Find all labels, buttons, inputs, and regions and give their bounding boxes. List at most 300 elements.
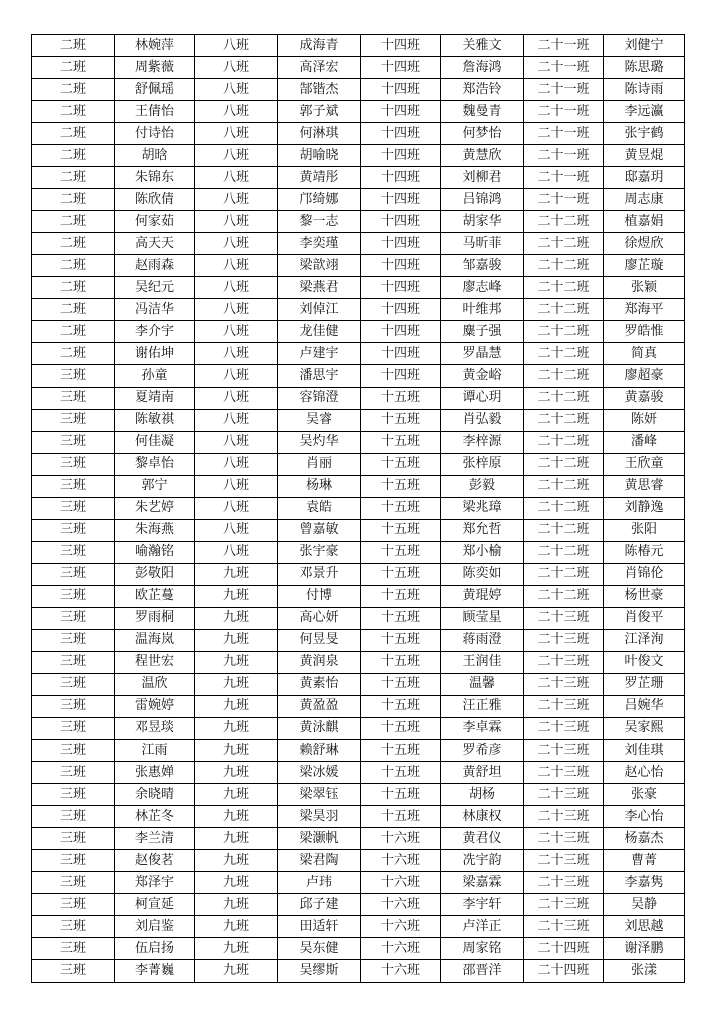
student-name-cell: 王润佳	[441, 651, 524, 673]
table-row	[32, 255, 685, 277]
student-name-cell: 李心怡	[604, 806, 685, 828]
student-name-cell: 周志康	[604, 189, 685, 211]
student-name-cell: 魏曼青	[441, 101, 524, 123]
class-cell: 九班	[195, 828, 278, 850]
student-name-cell: 黎一志	[278, 211, 361, 233]
student-name-cell: 陈奕如	[441, 563, 524, 585]
student-name-cell: 黄泳麒	[278, 717, 361, 739]
student-name-cell: 吕锦鸿	[441, 189, 524, 211]
student-name-cell: 植嘉娟	[604, 211, 685, 233]
student-name-cell: 罗皓惟	[604, 321, 685, 343]
student-name-cell: 邓景升	[278, 563, 361, 585]
class-cell: 二十三班	[524, 762, 604, 784]
student-name-cell: 彭敬阳	[115, 563, 195, 585]
table-row	[32, 629, 685, 651]
class-cell: 二班	[32, 211, 115, 233]
class-cell: 二十三班	[524, 717, 604, 739]
student-name-cell: 冼宇韵	[441, 850, 524, 872]
class-cell: 八班	[195, 431, 278, 453]
student-name-cell: 邝绮娜	[278, 189, 361, 211]
student-name-cell: 朱艺婷	[115, 497, 195, 519]
student-name-cell: 罗晶慧	[441, 343, 524, 365]
table-row	[32, 938, 685, 960]
class-cell: 八班	[195, 321, 278, 343]
class-cell: 二班	[32, 167, 115, 189]
student-name-cell: 杨琳	[278, 475, 361, 497]
table-row	[32, 343, 685, 365]
class-cell: 二十二班	[524, 431, 604, 453]
class-cell: 三班	[32, 541, 115, 563]
class-cell: 二班	[32, 79, 115, 101]
student-name-cell: 吴睿	[278, 409, 361, 431]
class-cell: 二十三班	[524, 850, 604, 872]
student-name-cell: 梁燕君	[278, 277, 361, 299]
class-cell: 二十二班	[524, 475, 604, 497]
table-row	[32, 585, 685, 607]
student-name-cell: 林芷冬	[115, 806, 195, 828]
student-name-cell: 杨嘉杰	[604, 828, 685, 850]
class-cell: 九班	[195, 717, 278, 739]
class-cell: 二班	[32, 145, 115, 167]
student-name-cell: 廖芷璇	[604, 255, 685, 277]
student-name-cell: 李嘉隽	[604, 872, 685, 894]
class-cell: 八班	[195, 123, 278, 145]
student-name-cell: 张梓原	[441, 453, 524, 475]
class-cell: 三班	[32, 960, 115, 983]
student-name-cell: 程世宏	[115, 651, 195, 673]
student-name-cell: 柯宣延	[115, 894, 195, 916]
class-cell: 二班	[32, 321, 115, 343]
class-cell: 二班	[32, 255, 115, 277]
class-cell: 八班	[195, 101, 278, 123]
student-name-cell: 喻瀚铭	[115, 541, 195, 563]
student-name-cell: 梁嘉霖	[441, 872, 524, 894]
table-row	[32, 365, 685, 387]
table-row	[32, 431, 685, 453]
class-cell: 二十三班	[524, 740, 604, 762]
class-cell: 三班	[32, 431, 115, 453]
table-row	[32, 541, 685, 563]
student-name-cell: 谢佑坤	[115, 343, 195, 365]
table-row	[32, 695, 685, 717]
student-name-cell: 冯洁华	[115, 299, 195, 321]
class-cell: 二十三班	[524, 673, 604, 695]
class-cell: 十四班	[361, 189, 441, 211]
class-cell: 九班	[195, 673, 278, 695]
class-cell: 二十一班	[524, 79, 604, 101]
table-row	[32, 233, 685, 255]
class-cell: 十四班	[361, 233, 441, 255]
class-cell: 八班	[195, 189, 278, 211]
table-row	[32, 145, 685, 167]
student-name-cell: 吴灼华	[278, 431, 361, 453]
table-row	[32, 497, 685, 519]
class-cell: 二班	[32, 189, 115, 211]
class-cell: 三班	[32, 387, 115, 409]
student-name-cell: 邹嘉骏	[441, 255, 524, 277]
class-cell: 八班	[195, 365, 278, 387]
student-name-cell: 黄靖彤	[278, 167, 361, 189]
class-cell: 十六班	[361, 938, 441, 960]
student-name-cell: 江泽洵	[604, 629, 685, 651]
table-row	[32, 828, 685, 850]
student-name-cell: 高泽宏	[278, 57, 361, 79]
class-cell: 二十一班	[524, 145, 604, 167]
class-cell: 十五班	[361, 497, 441, 519]
student-name-cell: 赖舒琳	[278, 740, 361, 762]
student-name-cell: 廖志峰	[441, 277, 524, 299]
student-name-cell: 罗希彦	[441, 740, 524, 762]
class-cell: 二十二班	[524, 343, 604, 365]
class-cell: 二十二班	[524, 497, 604, 519]
class-cell: 三班	[32, 784, 115, 806]
class-cell: 九班	[195, 695, 278, 717]
class-cell: 十四班	[361, 35, 441, 57]
student-name-cell: 李兰清	[115, 828, 195, 850]
class-cell: 十五班	[361, 475, 441, 497]
class-cell: 二十三班	[524, 872, 604, 894]
student-name-cell: 田适轩	[278, 916, 361, 938]
student-name-cell: 赵雨森	[115, 255, 195, 277]
student-name-cell: 张惠婵	[115, 762, 195, 784]
class-cell: 九班	[195, 585, 278, 607]
class-cell: 三班	[32, 497, 115, 519]
class-cell: 八班	[195, 79, 278, 101]
student-name-cell: 黄嘉骏	[604, 387, 685, 409]
student-name-cell: 肖俊平	[604, 607, 685, 629]
student-name-cell: 叶俊文	[604, 651, 685, 673]
class-cell: 八班	[195, 233, 278, 255]
student-name-cell: 黄舒坦	[441, 762, 524, 784]
student-name-cell: 潘思宇	[278, 365, 361, 387]
student-name-cell: 陈敏祺	[115, 409, 195, 431]
student-name-cell: 叶维邦	[441, 299, 524, 321]
student-name-cell: 蒋雨澄	[441, 629, 524, 651]
student-name-cell: 简真	[604, 343, 685, 365]
student-name-cell: 温海岚	[115, 629, 195, 651]
student-name-cell: 何淋琪	[278, 123, 361, 145]
class-cell: 三班	[32, 563, 115, 585]
student-name-cell: 郑小榆	[441, 541, 524, 563]
student-name-cell: 吴东健	[278, 938, 361, 960]
class-cell: 十五班	[361, 607, 441, 629]
student-name-cell: 李远瀛	[604, 101, 685, 123]
class-cell: 十五班	[361, 431, 441, 453]
class-cell: 二十三班	[524, 916, 604, 938]
class-cell: 三班	[32, 938, 115, 960]
class-cell: 二十三班	[524, 806, 604, 828]
student-name-cell: 汪正雅	[441, 695, 524, 717]
student-name-cell: 赵俊茗	[115, 850, 195, 872]
class-cell: 二班	[32, 123, 115, 145]
class-cell: 九班	[195, 872, 278, 894]
student-name-cell: 胡家华	[441, 211, 524, 233]
student-name-cell: 周紫薇	[115, 57, 195, 79]
student-name-cell: 刘佳琪	[604, 740, 685, 762]
student-name-cell: 梁兆璋	[441, 497, 524, 519]
class-cell: 二十四班	[524, 938, 604, 960]
class-cell: 十五班	[361, 717, 441, 739]
table-row	[32, 211, 685, 233]
class-cell: 二十二班	[524, 321, 604, 343]
class-cell: 八班	[195, 145, 278, 167]
student-name-cell: 曹菁	[604, 850, 685, 872]
class-cell: 二十一班	[524, 101, 604, 123]
student-name-cell: 何昱旻	[278, 629, 361, 651]
class-cell: 十四班	[361, 255, 441, 277]
class-cell: 八班	[195, 35, 278, 57]
student-name-cell: 梁君陶	[278, 850, 361, 872]
student-name-cell: 何佳凝	[115, 431, 195, 453]
student-name-cell: 徐煜欣	[604, 233, 685, 255]
student-name-cell: 卢玮	[278, 872, 361, 894]
class-cell: 九班	[195, 960, 278, 983]
student-name-cell: 李宇轩	[441, 894, 524, 916]
table-row	[32, 321, 685, 343]
student-name-cell: 王欣童	[604, 453, 685, 475]
class-cell: 十四班	[361, 101, 441, 123]
student-name-cell: 郑海平	[604, 299, 685, 321]
class-cell: 三班	[32, 695, 115, 717]
class-cell: 二十二班	[524, 277, 604, 299]
class-cell: 十四班	[361, 57, 441, 79]
class-cell: 三班	[32, 806, 115, 828]
student-name-cell: 黄琨婷	[441, 585, 524, 607]
student-name-cell: 罗雨桐	[115, 607, 195, 629]
class-cell: 二班	[32, 35, 115, 57]
student-name-cell: 邱子建	[278, 894, 361, 916]
student-name-cell: 黄昱焜	[604, 145, 685, 167]
class-cell: 十四班	[361, 145, 441, 167]
student-name-cell: 伍启扬	[115, 938, 195, 960]
student-name-cell: 何家茹	[115, 211, 195, 233]
class-cell: 三班	[32, 872, 115, 894]
table-row	[32, 189, 685, 211]
student-name-cell: 刘思越	[604, 916, 685, 938]
student-name-cell: 李奕瑾	[278, 233, 361, 255]
class-cell: 三班	[32, 717, 115, 739]
class-cell: 十五班	[361, 740, 441, 762]
table-row	[32, 894, 685, 916]
class-cell: 三班	[32, 894, 115, 916]
student-name-cell: 廖超豪	[604, 365, 685, 387]
student-name-cell: 陈椿元	[604, 541, 685, 563]
student-name-cell: 梁昊羽	[278, 806, 361, 828]
student-name-cell: 林婉萍	[115, 35, 195, 57]
student-name-cell: 潘峰	[604, 431, 685, 453]
student-name-cell: 邵晋洋	[441, 960, 524, 983]
class-cell: 十四班	[361, 167, 441, 189]
table-row	[32, 453, 685, 475]
class-cell: 三班	[32, 916, 115, 938]
table-row	[32, 607, 685, 629]
class-cell: 二十一班	[524, 35, 604, 57]
class-cell: 三班	[32, 607, 115, 629]
class-cell: 八班	[195, 497, 278, 519]
student-name-cell: 赵心怡	[604, 762, 685, 784]
student-name-cell: 朱锦东	[115, 167, 195, 189]
student-name-cell: 高天天	[115, 233, 195, 255]
table-row	[32, 387, 685, 409]
class-cell: 二班	[32, 101, 115, 123]
table-row	[32, 277, 685, 299]
class-cell: 二班	[32, 233, 115, 255]
student-name-cell: 张宇豪	[278, 541, 361, 563]
student-name-cell: 卢洋正	[441, 916, 524, 938]
class-cell: 三班	[32, 519, 115, 541]
student-name-cell: 张阳	[604, 519, 685, 541]
student-name-cell: 张漾	[604, 960, 685, 983]
class-cell: 三班	[32, 740, 115, 762]
class-cell: 二十二班	[524, 255, 604, 277]
student-name-cell: 梁冰媛	[278, 762, 361, 784]
student-name-cell: 夏靖南	[115, 387, 195, 409]
student-name-cell: 梁灏帆	[278, 828, 361, 850]
class-cell: 二十一班	[524, 123, 604, 145]
student-name-cell: 黄君仪	[441, 828, 524, 850]
class-cell: 二班	[32, 299, 115, 321]
student-name-cell: 肖锦伦	[604, 563, 685, 585]
class-cell: 二十二班	[524, 365, 604, 387]
student-name-cell: 杨世豪	[604, 585, 685, 607]
table-row	[32, 872, 685, 894]
student-name-cell: 郑允哲	[441, 519, 524, 541]
student-name-cell: 罗芷珊	[604, 673, 685, 695]
table-row	[32, 916, 685, 938]
student-name-cell: 关雅文	[441, 35, 524, 57]
class-cell: 十四班	[361, 343, 441, 365]
class-cell: 九班	[195, 784, 278, 806]
class-cell: 九班	[195, 629, 278, 651]
class-cell: 二十二班	[524, 409, 604, 431]
class-cell: 八班	[195, 475, 278, 497]
class-cell: 三班	[32, 850, 115, 872]
class-cell: 三班	[32, 828, 115, 850]
class-cell: 十五班	[361, 695, 441, 717]
class-cell: 九班	[195, 740, 278, 762]
class-cell: 八班	[195, 277, 278, 299]
student-name-cell: 郭子斌	[278, 101, 361, 123]
student-name-cell: 梁歆翊	[278, 255, 361, 277]
student-name-cell: 朱海燕	[115, 519, 195, 541]
table-row	[32, 740, 685, 762]
roster-body	[32, 35, 685, 983]
class-cell: 二班	[32, 343, 115, 365]
class-cell: 三班	[32, 365, 115, 387]
student-name-cell: 黄润泉	[278, 651, 361, 673]
class-cell: 三班	[32, 762, 115, 784]
class-cell: 八班	[195, 167, 278, 189]
student-name-cell: 黄金峪	[441, 365, 524, 387]
class-cell: 十四班	[361, 277, 441, 299]
class-cell: 九班	[195, 938, 278, 960]
student-name-cell: 王倩怡	[115, 101, 195, 123]
class-cell: 二十二班	[524, 519, 604, 541]
table-row	[32, 79, 685, 101]
table-row	[32, 519, 685, 541]
class-cell: 二十二班	[524, 233, 604, 255]
student-name-cell: 吴家熙	[604, 717, 685, 739]
class-cell: 八班	[195, 343, 278, 365]
table-row	[32, 563, 685, 585]
student-name-cell: 周家铭	[441, 938, 524, 960]
class-cell: 二十三班	[524, 607, 604, 629]
student-name-cell: 郑泽宇	[115, 872, 195, 894]
student-name-cell: 刘启鉴	[115, 916, 195, 938]
class-cell: 二十三班	[524, 695, 604, 717]
class-cell: 九班	[195, 894, 278, 916]
student-name-cell: 欧芷蔓	[115, 585, 195, 607]
class-cell: 九班	[195, 806, 278, 828]
student-name-cell: 刘健宁	[604, 35, 685, 57]
student-name-cell: 余晓晴	[115, 784, 195, 806]
student-name-cell: 孙童	[115, 365, 195, 387]
table-row	[32, 123, 685, 145]
table-row	[32, 784, 685, 806]
class-cell: 八班	[195, 387, 278, 409]
class-cell: 十五班	[361, 387, 441, 409]
student-name-cell: 温欣	[115, 673, 195, 695]
student-name-cell: 胡晗	[115, 145, 195, 167]
class-cell: 十五班	[361, 453, 441, 475]
table-row	[32, 651, 685, 673]
class-cell: 二十二班	[524, 585, 604, 607]
class-cell: 十五班	[361, 762, 441, 784]
class-cell: 十六班	[361, 850, 441, 872]
class-cell: 八班	[195, 519, 278, 541]
class-cell: 二十三班	[524, 629, 604, 651]
class-cell: 二十四班	[524, 960, 604, 983]
student-name-cell: 陈欣倩	[115, 189, 195, 211]
student-name-cell: 温馨	[441, 673, 524, 695]
class-cell: 十六班	[361, 872, 441, 894]
class-cell: 十五班	[361, 563, 441, 585]
class-cell: 二十二班	[524, 387, 604, 409]
student-name-cell: 郑浩铃	[441, 79, 524, 101]
table-row	[32, 475, 685, 497]
table-row	[32, 960, 685, 983]
class-cell: 九班	[195, 762, 278, 784]
class-cell: 三班	[32, 453, 115, 475]
class-cell: 三班	[32, 409, 115, 431]
class-cell: 十六班	[361, 828, 441, 850]
student-name-cell: 卢建宇	[278, 343, 361, 365]
class-cell: 十五班	[361, 673, 441, 695]
student-name-cell: 顾莹星	[441, 607, 524, 629]
student-name-cell: 邓昱琰	[115, 717, 195, 739]
table-row	[32, 299, 685, 321]
student-name-cell: 舒佩瑶	[115, 79, 195, 101]
class-cell: 十五班	[361, 519, 441, 541]
student-name-cell: 容锦澄	[278, 387, 361, 409]
student-name-cell: 谭心玥	[441, 387, 524, 409]
class-cell: 十四班	[361, 299, 441, 321]
student-name-cell: 谢泽鹏	[604, 938, 685, 960]
student-name-cell: 陈妍	[604, 409, 685, 431]
student-name-cell: 詹海鸿	[441, 57, 524, 79]
student-name-cell: 郭宁	[115, 475, 195, 497]
class-cell: 八班	[195, 57, 278, 79]
student-name-cell: 黄盈盈	[278, 695, 361, 717]
class-cell: 十六班	[361, 960, 441, 983]
class-cell: 二十三班	[524, 651, 604, 673]
class-cell: 十五班	[361, 585, 441, 607]
class-cell: 十五班	[361, 409, 441, 431]
table-row	[32, 806, 685, 828]
class-cell: 二十二班	[524, 211, 604, 233]
class-roster-table	[31, 34, 685, 983]
class-cell: 二十三班	[524, 828, 604, 850]
